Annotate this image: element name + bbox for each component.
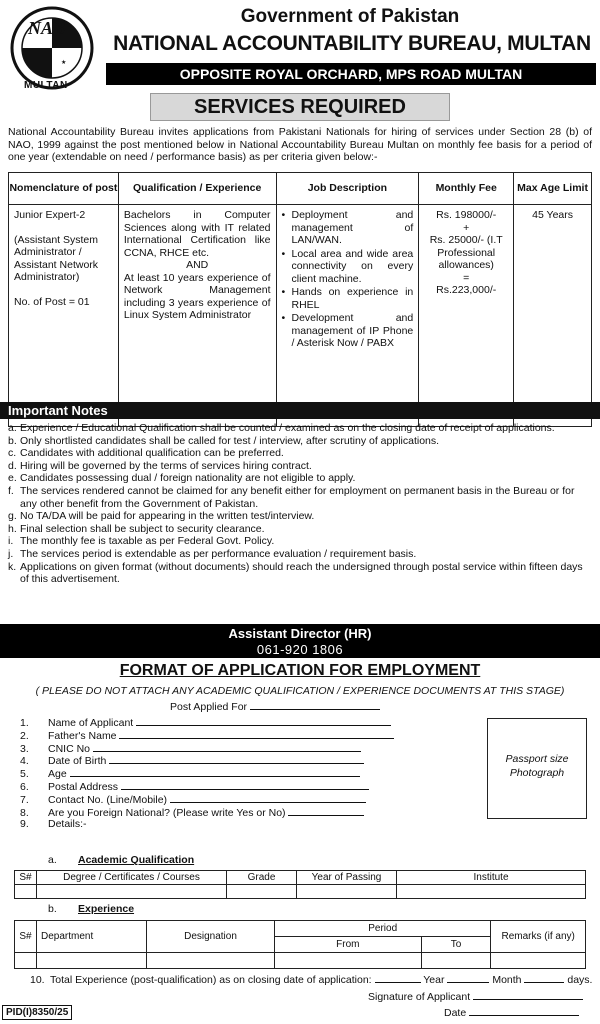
table-row: From To [15, 937, 586, 953]
fee-base: Rs. 198000/- [436, 209, 497, 221]
job-description-list [282, 209, 414, 350]
fee-plus: + [463, 221, 470, 234]
pid-stamp: PID(I)8350/25 [2, 1005, 72, 1020]
header-max-age: Max Age Limit [514, 173, 592, 205]
address-field[interactable] [121, 780, 369, 790]
form-title: FORMAT OF APPLICATION FOR EMPLOYMENT [119, 662, 481, 679]
foreign-national-field[interactable] [288, 806, 364, 816]
qualification-cell [118, 205, 276, 427]
contact-field[interactable] [170, 793, 366, 803]
fee-cell [419, 205, 514, 427]
bureau-title: NATIONAL ACCOUNTABILITY BUREAU, MULTAN [113, 32, 591, 55]
director-contact-bar [0, 624, 600, 658]
field-foreign-national: 8. Are you Foreign National? (Please write Yes or No) [20, 806, 440, 819]
post-detail: (Assistant System Administrator / Assistant Network Administrator) [14, 233, 99, 283]
academic-heading: a. Academic Qualification [48, 854, 195, 866]
academic-table [14, 870, 586, 899]
age-cell: 45 Years [514, 205, 592, 427]
fee-equals: = [463, 271, 470, 284]
services-table [8, 172, 592, 427]
signature-field[interactable] [473, 990, 583, 1000]
header-monthly-fee: Monthly Fee [419, 173, 514, 205]
table-row: S# Department Designation Period Remarks (if any) [15, 921, 586, 937]
list-item: i. The monthly fee is taxable as per Federal Govt. Policy. [8, 535, 275, 548]
list-item: e. Candidates possessing dual / foreign nationality are not eligible to apply. [8, 472, 356, 485]
list-item: k. Applications on given format (without documents) should reach the undersigned through postal service within fifteen days of this advertisement. [8, 560, 583, 586]
date-field[interactable] [469, 1006, 579, 1016]
field-details: 9. Details:- [20, 818, 87, 831]
qualification-and: AND [186, 259, 209, 271]
days-field[interactable] [524, 973, 564, 983]
director-title: Assistant Director (HR) [228, 626, 372, 641]
government-title: Government of Pakistan [240, 6, 460, 27]
field-postal-address: 6. Postal Address [20, 780, 440, 793]
post-title: Junior Expert-2 [14, 209, 86, 221]
qualification-part2: At least 10 years experience of Network Management including 3 years experience of Linux System Administrator [123, 271, 271, 321]
date-label: Date [444, 1007, 467, 1019]
letterhead [0, 0, 600, 100]
father-name-field[interactable] [119, 729, 394, 739]
header-job-description: Job Description [276, 173, 419, 205]
field-age: 5. Age [20, 767, 440, 780]
services-table-header [9, 173, 592, 205]
fee-total: Rs.223,000/- [436, 284, 497, 296]
list-item: d. Hiring will be governed by the terms of services hiring contract. [8, 459, 312, 472]
director-phone: 061-920 1806 [256, 642, 344, 657]
date-row [444, 1006, 579, 1019]
post-applied-label: Post Applied For [170, 701, 248, 713]
logo-caption: MULTAN [24, 80, 68, 91]
list-item: b. Only shortlisted candidates shall be called for test / interview, after scrutiny of applications. [8, 434, 440, 447]
field-fathers-name: 2. Father's Name [20, 729, 440, 742]
passport-photo-box[interactable]: Passport size Photograph [487, 718, 587, 819]
header-qualification: Qualification / Experience [118, 173, 276, 205]
total-experience-row: 10. Total Experience (post-qualification) as on closing date of application: Year Month days. [30, 974, 593, 986]
years-field[interactable] [375, 973, 421, 983]
svg-text:NAB: NAB [28, 18, 66, 38]
signature-label: Signature of Applicant [368, 991, 471, 1003]
list-item: f. The services rendered cannot be claimed for any benefit either for employment on permanent basis in the Bureau or for any other benefit from the Government of Pakistan. [8, 484, 575, 510]
list-item: • Local area and wide area connectivity on every client machine. [282, 248, 414, 286]
fee-allowance: Rs. 25000/- (I.T Professional allowances) [429, 234, 503, 271]
services-required-banner: SERVICES REQUIRED [150, 93, 450, 121]
experience-table [14, 920, 586, 969]
table-row[interactable] [15, 953, 586, 969]
field-cnic: 3. CNIC No [20, 742, 440, 755]
applicant-fields [20, 716, 440, 831]
post-applied-row [170, 700, 380, 713]
post-cell [9, 205, 119, 427]
table-row[interactable] [15, 885, 586, 899]
experience-heading: b. Experience [48, 903, 135, 915]
list-item: g. No TA/DA will be paid for appearing in the written test/interview. [8, 510, 315, 523]
notes-list [8, 422, 592, 586]
post-applied-field[interactable] [250, 700, 380, 710]
list-item: • Hands on experience in RHEL [282, 286, 414, 311]
list-item: c. Candidates with additional qualification can be preferred. [8, 447, 284, 460]
table-row [9, 205, 592, 427]
svg-text:★: ★ [61, 60, 67, 66]
form-note: ( PLEASE DO NOT ATTACH ANY ACADEMIC QUALIFICATION / EXPERIENCE DOCUMENTS AT THIS STAGE) [35, 685, 565, 697]
field-date-of-birth: 4. Date of Birth [20, 754, 440, 767]
list-item: j. The services period is extendable as per performance evaluation / requirement basis. [8, 547, 417, 560]
field-name-of-applicant: 1. Name of Applicant [20, 716, 440, 729]
job-description-cell [276, 205, 419, 427]
signature-row [368, 990, 583, 1003]
header-post: Nomenclature of post [9, 173, 119, 205]
list-item: a. Experience / Educational Qualification shall be counted / examined as on the closing date of receipt of applications. [8, 422, 555, 434]
name-field[interactable] [136, 716, 391, 726]
important-notes-heading: Important Notes [0, 402, 600, 419]
dob-field[interactable] [109, 754, 364, 764]
intro-paragraph: National Accountability Bureau invites applications from Pakistani Nationals for hiring of services under Section 28 (b) of NAO, 1999 against the post mentioned below in National Accountability Bureau Multan on monthly fee basis for a period of one year (extendable on need / performance basis) as per criteria given below:- [8, 126, 592, 163]
qualification-part1: Bachelors in Computer Sciences along with IT related International Certification like CCNA, RHCE etc. [123, 209, 271, 259]
post-count: No. of Post = 01 [14, 295, 90, 308]
list-item: h. Final selection shall be subject to security clearance. [8, 522, 265, 535]
cnic-field[interactable] [93, 742, 361, 752]
address-bar: OPPOSITE ROYAL ORCHARD, MPS ROAD MULTAN [106, 63, 596, 85]
months-field[interactable] [447, 973, 489, 983]
list-item: • Development and management of IP Phone / Asterisk Now / PABX [282, 312, 414, 350]
field-contact-no: 7. Contact No. (Line/Mobile) [20, 793, 440, 806]
table-row: S# Degree / Certificates / Courses Grade Year of Passing Institute [15, 871, 586, 885]
list-item: • Deployment and management of LAN/WAN. [282, 209, 414, 247]
age-field[interactable] [70, 767, 360, 777]
